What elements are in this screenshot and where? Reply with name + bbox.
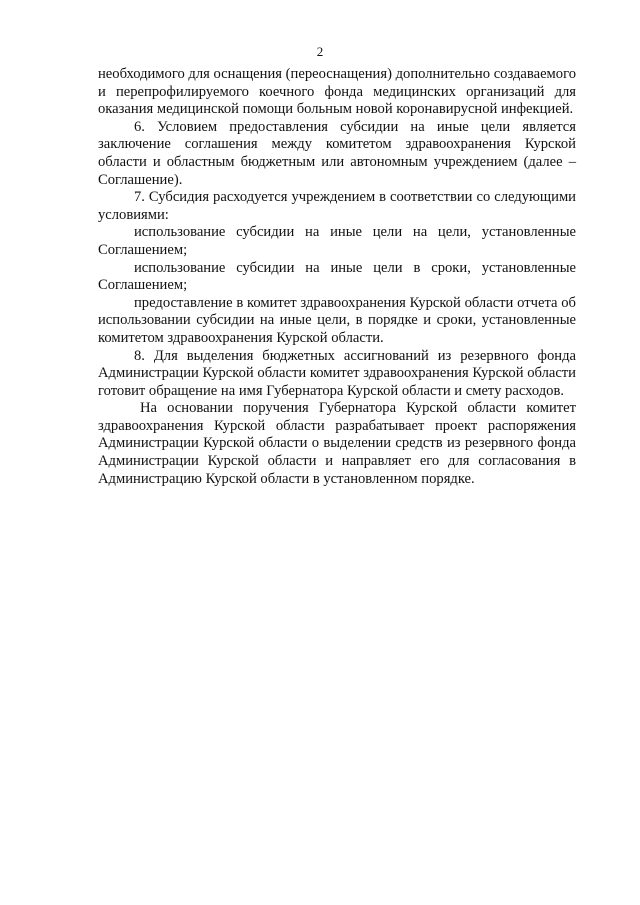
paragraph-condition-2: использование субсидии на иные цели в сроки, установленные Соглашением;: [98, 259, 576, 294]
paragraph-clause-7: 7. Субсидия расходуется учреждением в соответствии со следующими условиями:: [98, 189, 576, 223]
paragraph-condition-1: использование субсидии на иные цели на цели, установленные Соглашением;: [98, 224, 576, 258]
paragraph-continuation: необходимого для оснащения (переоснащения) дополнительно создаваемого и перепрофилируемого коечного фонда медицинских организаций для оказания медицинской помощи больным новой коронавирусной инфекцией.: [98, 66, 576, 118]
paragraph-clause-8: 8. Для выделения бюджетных ассигнований из резервного фонда Администрации Курской области комитет здравоохранения Курской области готовит обращение на имя Губернатора Курской области и смету расходов.: [98, 347, 576, 399]
paragraph-clause-6: 6. Условием предоставления субсидии на иные цели является заключение соглашения между комитетом здравоохранения Курской области и областным бюджетным или автономным учреждением (далее – Соглашение).: [98, 118, 576, 188]
page-number: 2: [316, 44, 324, 59]
document-body: [98, 66, 576, 488]
paragraph-instruction: На основании поручения Губернатора Курской области комитет здравоохранения Курской области разрабатывает проект распоряжения Администрации Курской области о выделении средств из резервного фонда Администрации Курской области и направляет его для согласования в Администрацию Курской области в установленном порядке.: [98, 400, 576, 487]
paragraph-condition-3: предоставление в комитет здравоохранения Курской области отчета об использовании субсидии на иные цели, в порядке и сроки, установленные комитетом здравоохранения Курской области.: [98, 294, 576, 346]
